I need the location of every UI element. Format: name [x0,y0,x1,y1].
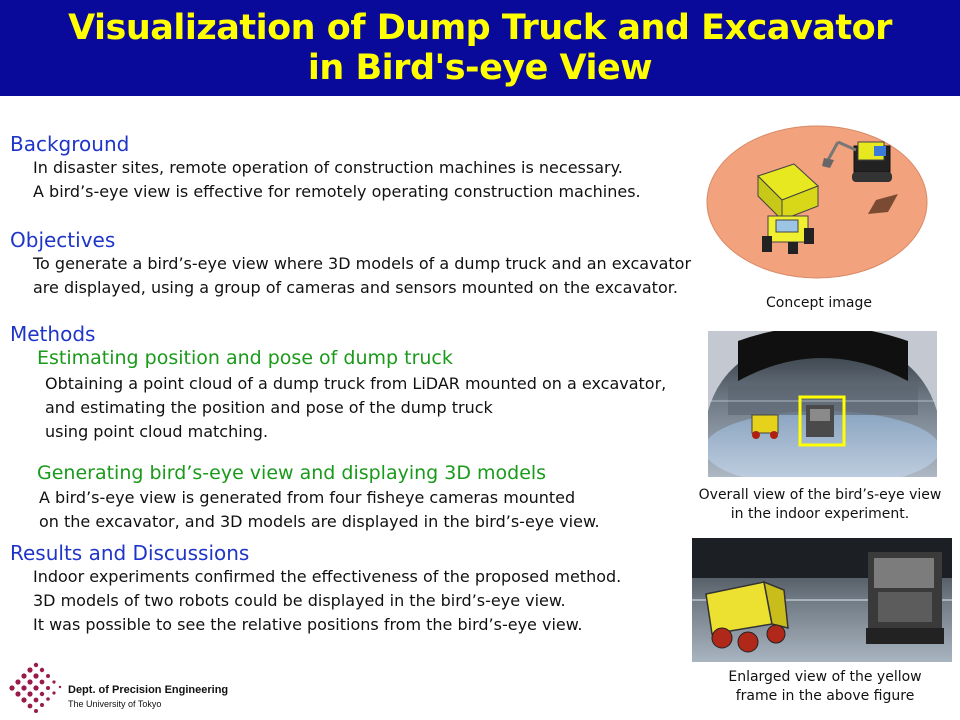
objectives-line: are displayed, using a group of cameras and sensors mounted on the excavator. [33,278,678,297]
overall-caption [684,486,956,524]
enlarged-caption-line: frame in the above figure [735,688,915,704]
methods-sub2-heading: Generating bird’s-eye view and displaying 3D models [37,462,547,484]
concept-image [706,124,928,280]
department-logo [6,660,246,716]
enlarged-caption-line: Enlarged view of the yellow [728,669,922,685]
logo-department: Dept. of Precision Engineering [68,684,229,696]
logo-university: The University of Tokyo [68,699,162,709]
methods-sub2-line: on the excavator, and 3D models are displayed in the bird’s-eye view. [39,512,600,531]
title-banner [0,0,960,96]
enlarged-caption [700,668,950,706]
methods-sub1-line: using point cloud matching. [45,422,269,441]
methods-sub2-text [39,486,600,534]
methods-sub1-line: Obtaining a point cloud of a dump truck from LiDAR mounted on a excavator, [45,374,667,393]
dot-pattern-logo-icon [6,660,64,714]
title-line-1: Visualization of Dump Truck and Excavator [68,8,892,48]
objectives-line: To generate a bird’s-eye view where 3D models of a dump truck and an excavator [33,254,692,273]
methods-sub1-line: and estimating the position and pose of the dump truck [45,398,493,417]
title-line-2: in Bird's-eye View [307,48,653,88]
objectives-text [33,252,691,300]
results-line: It was possible to see the relative positions from the bird’s-eye view. [33,615,583,634]
enlarged-view-image [692,538,952,662]
background-line: A bird’s-eye view is effective for remotely operating construction machines. [33,182,641,201]
overall-caption-line: in the indoor experiment. [730,506,910,522]
results-text [33,565,621,637]
background-heading: Background [10,132,130,156]
concept-caption: Concept image [766,295,872,311]
overall-view-image [708,331,937,477]
results-line: Indoor experiments confirmed the effectiveness of the proposed method. [33,567,622,586]
methods-sub1-heading: Estimating position and pose of dump truck [37,347,453,369]
results-heading: Results and Discussions [10,541,250,565]
background-text [33,156,641,204]
objectives-heading: Objectives [10,228,116,252]
results-line: 3D models of two robots could be displayed in the bird’s-eye view. [33,591,566,610]
methods-sub1-text [45,372,666,444]
methods-sub2-line: A bird’s-eye view is generated from four fisheye cameras mounted [39,488,576,507]
background-line: In disaster sites, remote operation of construction machines is necessary. [33,158,623,177]
methods-heading: Methods [10,322,96,346]
overall-caption-line: Overall view of the bird’s-eye view [698,487,942,503]
